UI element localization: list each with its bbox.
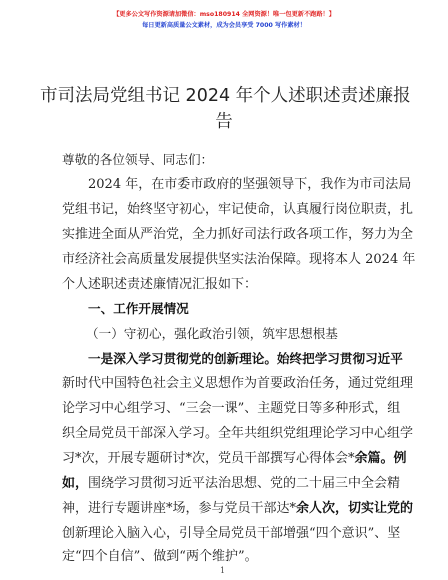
paragraph-line-7-text: 神，进行专题讲座*场，参与党员干部达* bbox=[62, 501, 297, 516]
promo-banner-line-2: 每日更新高质量公文素材，成为会员享受 7000 写作素材！ bbox=[142, 22, 306, 29]
intro-line-2: 党组书记，始终坚守初心，牢记使命，认真履行岗位职责，扎 bbox=[62, 202, 414, 217]
paragraph-line-7-bold: 余人次，切实让党的 bbox=[296, 501, 414, 516]
paragraph-line-2: 新时代中国特色社会主义思想作为首要政治任务，通过党组理 bbox=[62, 376, 414, 391]
paragraph-line-5-bold: 余篇。例 bbox=[354, 451, 407, 466]
page-number: 1 bbox=[220, 566, 226, 575]
paragraph-line-4: 织全局党员干部深入学习。全年共组织党组理论学习中心组学 bbox=[62, 426, 414, 441]
paragraph-line-1 bbox=[88, 351, 403, 367]
intro-line-1: 2024 年，在市委市政府的坚强领导下，我作为市司法局 bbox=[88, 177, 412, 192]
paragraph-line-3: 论学习中心组学习、“三会一课”、主题党日等多种形式，组 bbox=[62, 401, 401, 416]
paragraph-line-6-text: 围绕学习贯彻习近平法治思想、党的二十届三中全会精 bbox=[88, 476, 401, 491]
promo-banner-line-1: 【更多公文写作资源请加微信：mso180914 全网资源！唯一包更新不跑路！】 bbox=[113, 11, 335, 18]
greeting: 尊敬的各位领导、同志们： bbox=[62, 152, 214, 167]
intro-line-5: 个人述职述责述廉情况汇报如下： bbox=[62, 277, 258, 292]
paragraph-line-5 bbox=[62, 451, 407, 467]
paragraph-line-5-text: 习*次，开展专题研讨*次，党员干部撰写心得体会* bbox=[62, 451, 355, 466]
document-title-line-2: 告 bbox=[215, 112, 233, 132]
intro-line-3: 实推进全面从严治党，全力抓好司法行政各项工作，努力为全 bbox=[62, 227, 414, 242]
point-heading-continued: 始终把学习贯彻习近平 bbox=[276, 351, 403, 366]
paragraph-line-7 bbox=[62, 501, 413, 517]
paragraph-line-8: 创新理论入脑入心，引导全局党员干部增强“四个意识”、坚 bbox=[62, 526, 401, 541]
paragraph-line-6-bold: 如， bbox=[62, 476, 89, 491]
paragraph-line-6 bbox=[62, 476, 400, 492]
document-title-line-1: 市司法局党组书记 2024 年个人述职述责述廉报 bbox=[40, 86, 411, 106]
section-heading-1: 一、工作开展情况 bbox=[88, 301, 189, 316]
intro-line-4: 市经济社会高质量发展提供坚实法治保障。现将本人 2024 年 bbox=[62, 252, 416, 267]
paragraph-line-9: 定“四个自信”、做到“两个维护”。 bbox=[62, 549, 258, 564]
point-heading: 一是深入学习贯彻党的创新理论。 bbox=[88, 351, 277, 366]
subsection-heading-1: （一）守初心，强化政治引领，筑牢思想根基 bbox=[86, 326, 338, 341]
